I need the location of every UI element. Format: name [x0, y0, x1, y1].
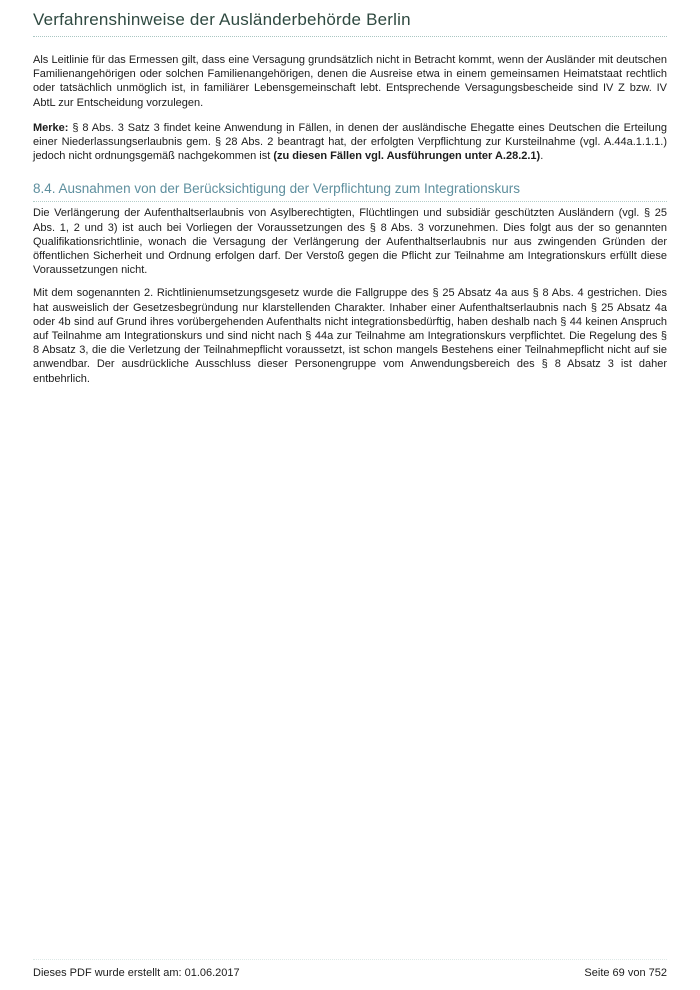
page-footer	[33, 959, 667, 979]
section-heading-8-4: 8.4. Ausnahmen von der Berücksichtigung der Verpflichtung zum Integrationskurs	[33, 180, 667, 202]
footer-page-number: Seite 69 von 752	[584, 967, 667, 979]
pdf-page	[33, 0, 667, 386]
merke-period: .	[540, 150, 544, 163]
document-title: Verfahrenshinweise der Ausländerbehörde Berlin	[33, 10, 411, 29]
paragraph-leitlinie: Als Leitlinie für das Ermessen gilt, dass eine Versagung grundsätzlich nicht in Betracht kommt, wenn der Ausländer mit deutschen Familienangehörigen oder solchen Familienangehörigen, denen die Ausreise etwa in einem gemeinsamen Heimatstaat rechtlich oder tatsächlich unmöglich ist, in familiärer Lebensgemeinschaft lebt. Entsprechende Versagungsbescheide sind IV Z bzw. IV AbtL zur Entscheidung vorzulegen.	[33, 54, 667, 109]
merke-text: § 8 Abs. 3 Satz 3 findet keine Anwendung in Fällen, in denen der ausländische Ehegatte eines Deutschen die Erteilung einer Niederlassungserlaubnis gem. § 28 Abs. 2 beantragt hat, der erfolgten Verpflichtung zur Kursteilnahme (vgl. A.44a.1.1.1.) jedoch nicht ordnungsgemäß nachgekommen ist	[33, 121, 667, 163]
title-divider-rule	[33, 36, 667, 37]
footer-created-date: Dieses PDF wurde erstellt am: 01.06.2017	[33, 967, 240, 979]
paragraph-verlaengerung: Die Verlängerung der Aufenthaltserlaubnis von Asylberechtigten, Flüchtlingen und subsidiär geschützten Ausländern (vgl. § 25 Abs. 1, 2 und 3) ist auch bei Vorliegen der Voraussetzungen des § 8 Abs. 3 vorzunehmen. Dies folgt aus der so genannten Qualifikationsrichtlinie, wonach die Versagung der Verlängerung der Aufenthaltserlaubnis nur aus zwingenden Gründen der öffentlichen Sicherheit und Ordnung erfolgen darf. Der Verstoß gegen die Pflicht zur Teilnahme am Integrationskurs erfüllt diese Voraussetzungen nicht.	[33, 207, 667, 277]
merke-label: Merke:	[33, 121, 69, 134]
paragraph-richtlinien: Mit dem sogenannten 2. Richtlinienumsetzungsgesetz wurde die Fallgruppe des § 25 Absatz 4a aus § 8 Abs. 4 gestrichen. Dies hat ausweislich der Gesetzesbegründung nur klarstellenden Charakter. Inhaber einer Aufenthaltserlaubnis nach § 25 Absatz 4a oder 4b sind auf Grund ihres vorübergehenden Aufenthalts nicht integrationsbedürftig, haben deshalb nach § 44 keinen Anspruch auf Teilnahme am Integrationskurs und sind nicht nach § 44a zur Teilnahme am Integrationskurs verpflichtet. Die Regelung des § 8 Absatz 3, die die Verletzung der Teilnahmepflicht voraussetzt, ist schon mangels Bestehens einer Teilnahmepflicht nicht auf sie anwendbar. Der ausdrückliche Ausschluss dieser Personengruppe vom Anwendungsbereich des § 8 Absatz 3 ist daher entbehrlich.	[33, 287, 667, 385]
paragraph-merke	[33, 121, 667, 164]
merke-bold-reference: (zu diesen Fällen vgl. Ausführungen unter A.28.2.1)	[273, 150, 541, 163]
